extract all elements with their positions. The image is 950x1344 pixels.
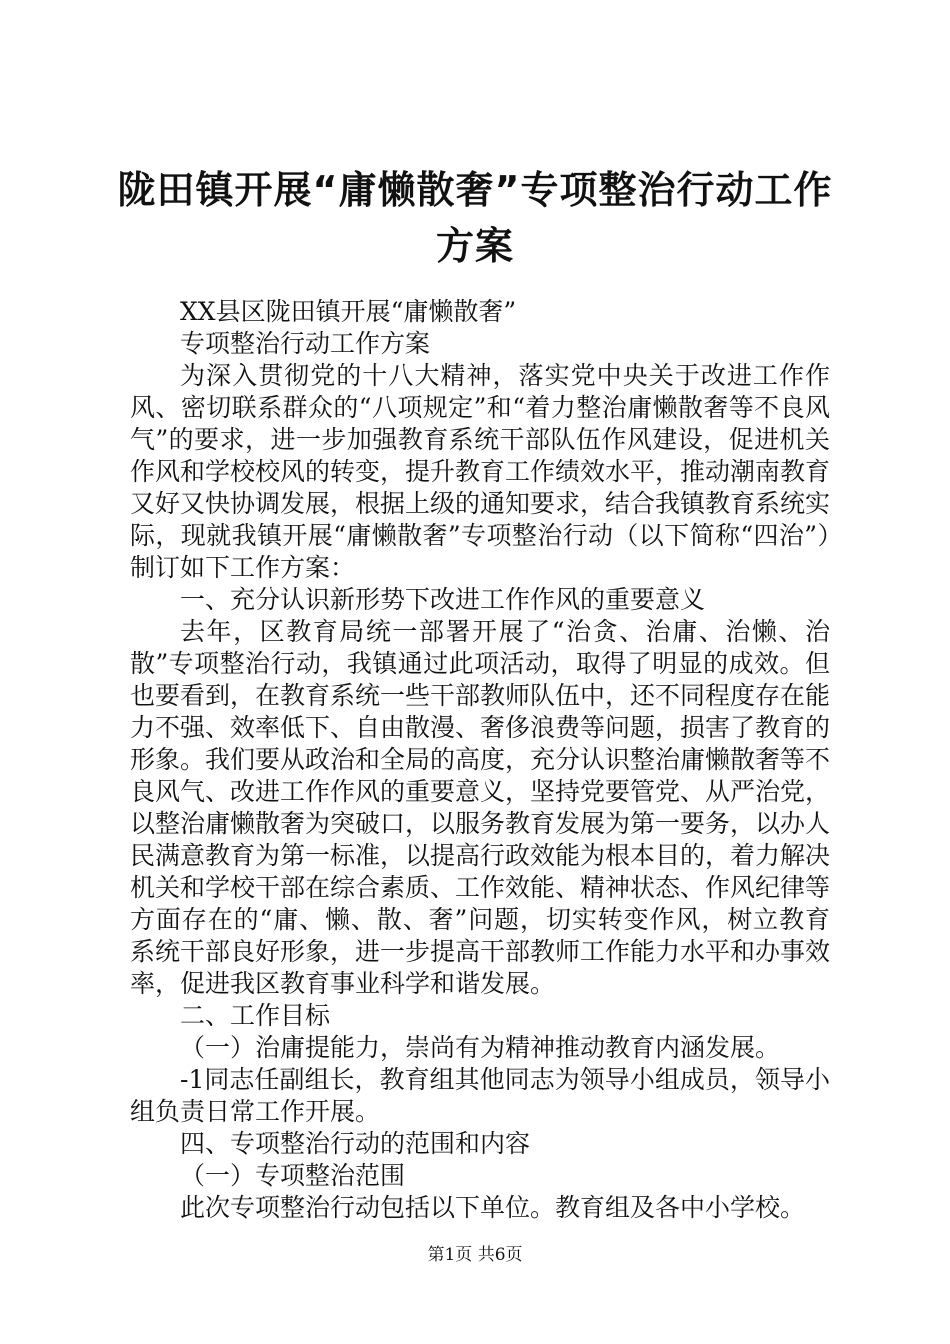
subsection-heading-4-1: （一）专项整治范围 <box>180 1161 406 1190</box>
paragraph-scope: 此次专项整治行动包括以下单位。教育组及各中小学校。 <box>180 1193 806 1222</box>
section-heading-1: 一、充分认识新形势下改进工作作风的重要意义 <box>180 585 706 614</box>
paragraph-section-1: 去年，区教育局统一部署开展了“治贪、治庸、治懒、治散”专项整治行动，我镇通过此项活动，取得了明显的成效。但也要看到，在教育系统一些干部教师队伍中，还不同程度存在能力不强、效率低下、自由散漫、奢侈浪费等问题，损害了教育的形象。我们要从政治和全局的高度，充分认识整治庸懒散奢等不良风气、改进工作作风的重要意义，坚持党要管党、从严治党，以整治庸懒散奢为突破口，以服务教育发展为第一要务，以办人民满意教育为第一标准，以提高行政效能为根本目的，着力解决机关和学校干部在综合素质、工作效能、精神状态、作风纪律等方面存在的“庸、懒、散、奢”问题，切实转变作风，树立教育系统干部良好形象，进一步提高干部教师工作能力水平和办事效率，促进我区教育事业科学和谐发展。 <box>130 617 831 998</box>
paragraph-subtitle-line-1: XX县区陇田镇开展“庸懒散奢” <box>180 297 517 326</box>
subsection-heading-2-1: （一）治庸提能力，崇尚有为精神推动教育内涵发展。 <box>180 1033 781 1062</box>
section-heading-4: 四、专项整治行动的范围和内容 <box>180 1129 531 1158</box>
document-body <box>130 296 830 1224</box>
section-heading-2: 二、工作目标 <box>180 1001 331 1030</box>
paragraph-subtitle-line-2: 专项整治行动工作方案 <box>180 329 431 358</box>
paragraph-leadership-group: -1同志任副组长，教育组其他同志为领导小组成员，领导小组负责日常工作开展。 <box>130 1065 830 1126</box>
page-number-footer: 第1页 共6页 <box>427 1245 523 1265</box>
paragraph-intro: 为深入贯彻党的十八大精神，落实党中央关于改进工作作风、密切联系群众的“八项规定”和“着力整治庸懒散奢等不良风气”的要求，进一步加强教育系统干部队伍作风建设，促进机关作风和学校校风的转变，提升教育工作绩效水平，推动潮南教育又好又快协调发展，根据上级的通知要求，结合我镇教育系统实际，现就我镇开展“庸懒散奢”专项整治行动（以下简称“四治”）制订如下工作方案： <box>130 361 831 582</box>
document-title: 陇田镇开展“庸懒散奢”专项整治行动工作方案 <box>117 168 833 268</box>
